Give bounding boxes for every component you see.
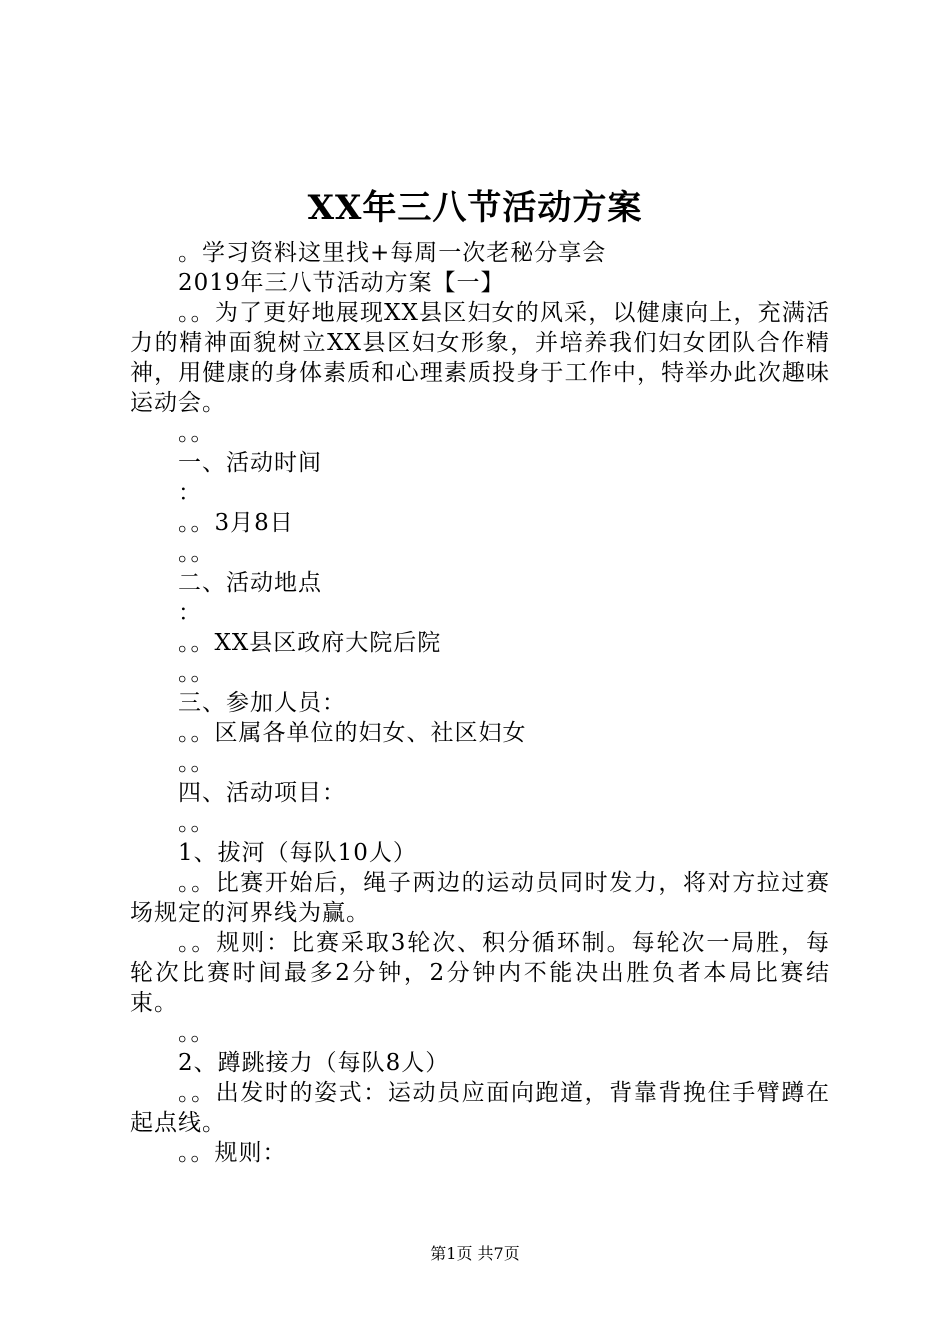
page-footer: 第1页 共7页 — [430, 1244, 520, 1263]
text-line: 。。区属各单位的妇女、社区妇女 — [178, 720, 527, 746]
paragraph: 。。规则：比赛采取3轮次、积分循环制。每轮次一局胜，每轮次比赛时间最多2分钟，2分钟内不能决出胜负者本局比赛结束。 — [130, 930, 830, 1016]
text-line: 。。规则： — [178, 1140, 287, 1166]
text-line: 四、活动项目： — [178, 780, 346, 806]
text-line: 。学习资料这里找+每周一次老秘分享会 — [178, 240, 607, 266]
text-line: 。。3月8日 — [178, 510, 294, 536]
text-line: 。。 — [178, 540, 215, 566]
text-line: ： — [178, 480, 202, 506]
text-line: 。。 — [178, 750, 215, 776]
text-line: 。。 — [178, 810, 215, 836]
text-line: 。。XX县区政府大院后院 — [178, 630, 442, 656]
text-line: 。。 — [178, 660, 215, 686]
text-line: 一、活动时间 — [178, 450, 322, 476]
text-line: 2019年三八节活动方案【一】 — [178, 270, 505, 296]
text-line: 三、参加人员： — [178, 690, 346, 716]
text-line: 1、拔河（每队10人） — [178, 840, 417, 866]
text-line: 2、蹲跳接力（每队8人） — [178, 1050, 450, 1076]
text-line: 。。 — [178, 1020, 215, 1046]
text-line: ： — [178, 600, 202, 626]
document-title: XX年三八节活动方案 — [307, 188, 643, 228]
text-line: 。。 — [178, 420, 215, 446]
paragraph: 。。出发时的姿式：运动员应面向跑道，背靠背挽住手臂蹲在起点线。 — [130, 1080, 830, 1136]
paragraph: 。。为了更好地展现XX县区妇女的风采，以健康向上，充满活力的精神面貌树立XX县区妇女形象，并培养我们妇女团队合作精神，用健康的身体素质和心理素质投身于工作中，特举办此次趣味运动会。 — [130, 300, 830, 416]
paragraph: 。。比赛开始后，绳子两边的运动员同时发力，将对方拉过赛场规定的河界线为赢。 — [130, 870, 830, 926]
text-line: 二、活动地点 — [178, 570, 322, 596]
document-body — [130, 238, 830, 1168]
